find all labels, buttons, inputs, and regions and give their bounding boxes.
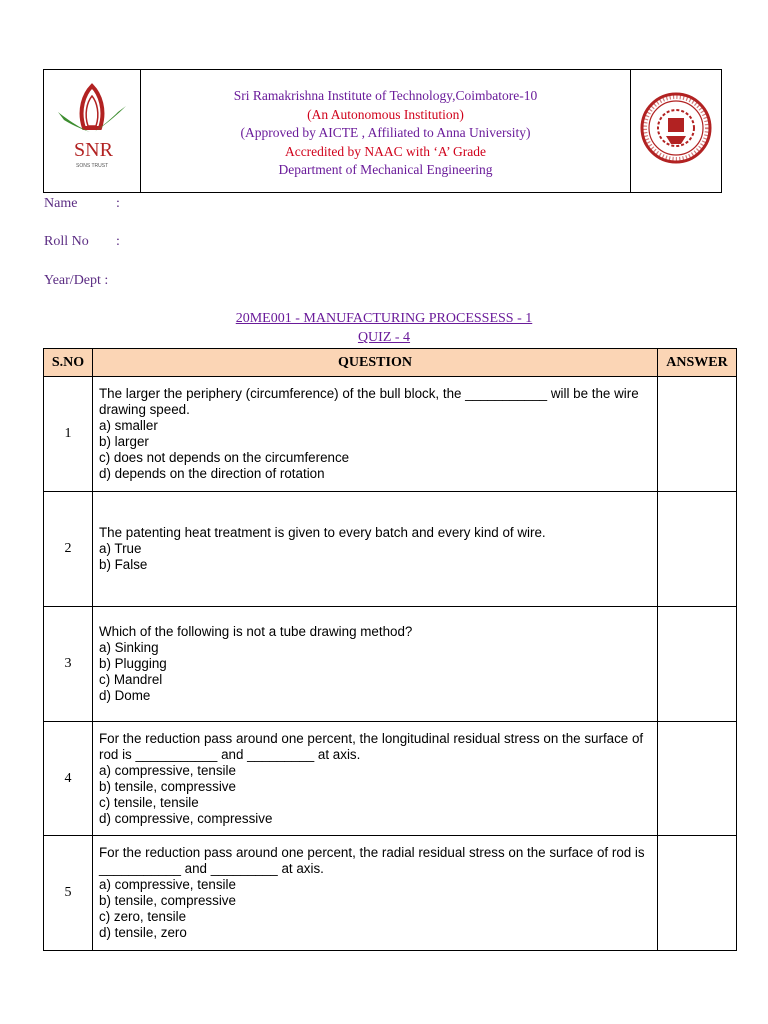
autonomous-line: (An Autonomous Institution)	[307, 106, 464, 122]
option-d: d) compressive, compressive	[99, 810, 273, 826]
quiz-table	[43, 348, 737, 951]
row-question	[93, 722, 658, 836]
name-colon: :	[116, 196, 120, 211]
option-c: c) zero, tensile	[99, 909, 187, 924]
table-row	[44, 377, 737, 492]
table-row	[44, 607, 737, 722]
question-text: The patenting heat treatment is given to every batch and every kind of wire.	[99, 525, 546, 540]
row-question	[93, 836, 658, 951]
option-d: d) Dome	[99, 688, 151, 703]
option-a: a) smaller	[99, 418, 158, 433]
roll-no-label: Roll No	[44, 234, 89, 249]
row-sno: 2	[44, 492, 93, 607]
option-b: b) tensile, compressive	[99, 893, 236, 908]
header-sno: S.NO	[44, 349, 93, 377]
answer-cell[interactable]	[658, 492, 737, 607]
snr-logo	[44, 70, 141, 192]
header-text	[141, 87, 630, 180]
row-sno: 3	[44, 607, 93, 722]
name-label: Name	[44, 196, 78, 211]
course-title: 20ME001 - MANUFACTURING PROCESSESS - 1	[235, 311, 533, 326]
roll-no-field	[44, 234, 120, 250]
row-sno: 1	[44, 377, 93, 492]
option-a: a) True	[99, 541, 142, 556]
option-a: a) Sinking	[99, 640, 159, 655]
table-row	[44, 836, 737, 951]
option-b: b) Plugging	[99, 656, 167, 671]
answer-cell[interactable]	[658, 722, 737, 836]
question-text: The larger the periphery (circumference) of the bull block, the ___________ will be the wire drawing speed.	[99, 386, 639, 417]
year-dept-label: Year/Dept	[44, 273, 101, 288]
table-row	[44, 722, 737, 836]
table-row	[44, 492, 737, 607]
accreditation-line: Accredited by NAAC with ‘A’ Grade	[284, 143, 487, 159]
year-dept-field	[44, 273, 108, 289]
snr-logo-icon	[44, 70, 141, 192]
table-header-row	[44, 349, 737, 377]
option-b: b) larger	[99, 434, 149, 449]
snr-logo-sub: SONS TRUST	[76, 163, 109, 169]
row-question	[93, 377, 658, 492]
option-d: d) tensile, zero	[99, 925, 187, 940]
snr-logo-text: SNR	[74, 139, 113, 161]
option-c: c) does not depends on the circumference	[99, 450, 350, 465]
option-a: a) compressive, tensile	[99, 877, 236, 892]
option-b: b) tensile, compressive	[99, 778, 236, 794]
institute-seal	[630, 70, 721, 192]
question-text: For the reduction pass around one percent, the longitudinal residual stress on the surface of rod is ___________ and _________ at axis.	[99, 730, 644, 762]
option-d: d) depends on the direction of rotation	[99, 466, 325, 481]
question-text: Which of the following is not a tube drawing method?	[99, 624, 413, 639]
roll-no-colon: :	[116, 234, 120, 249]
quiz-title: QUIZ - 4	[357, 330, 411, 345]
answer-cell[interactable]	[658, 836, 737, 951]
option-b: b) False	[99, 557, 148, 572]
institute-name: Sri Ramakrishna Institute of Technology,Coimbatore-10	[233, 88, 538, 103]
row-sno: 4	[44, 722, 93, 836]
option-c: c) tensile, tensile	[99, 794, 199, 810]
row-question	[93, 607, 658, 722]
option-a: a) compressive, tensile	[99, 762, 236, 778]
seal-icon	[631, 70, 722, 192]
institution-header	[43, 69, 722, 193]
question-text: For the reduction pass around one percent, the radial residual stress on the surface of rod is ___________ and _________ at axis.	[99, 845, 645, 876]
name-field	[44, 196, 120, 212]
option-c: c) Mandrel	[99, 672, 163, 687]
answer-cell[interactable]	[658, 607, 737, 722]
department-line: Department of Mechanical Engineering	[278, 162, 493, 177]
answer-cell[interactable]	[658, 377, 737, 492]
approval-line: (Approved by AICTE , Affiliated to Anna University)	[240, 125, 531, 140]
header-answer: ANSWER	[658, 349, 737, 377]
row-question	[93, 492, 658, 607]
year-dept-colon: :	[104, 273, 109, 288]
row-sno: 5	[44, 836, 93, 951]
header-question: QUESTION	[93, 349, 658, 377]
